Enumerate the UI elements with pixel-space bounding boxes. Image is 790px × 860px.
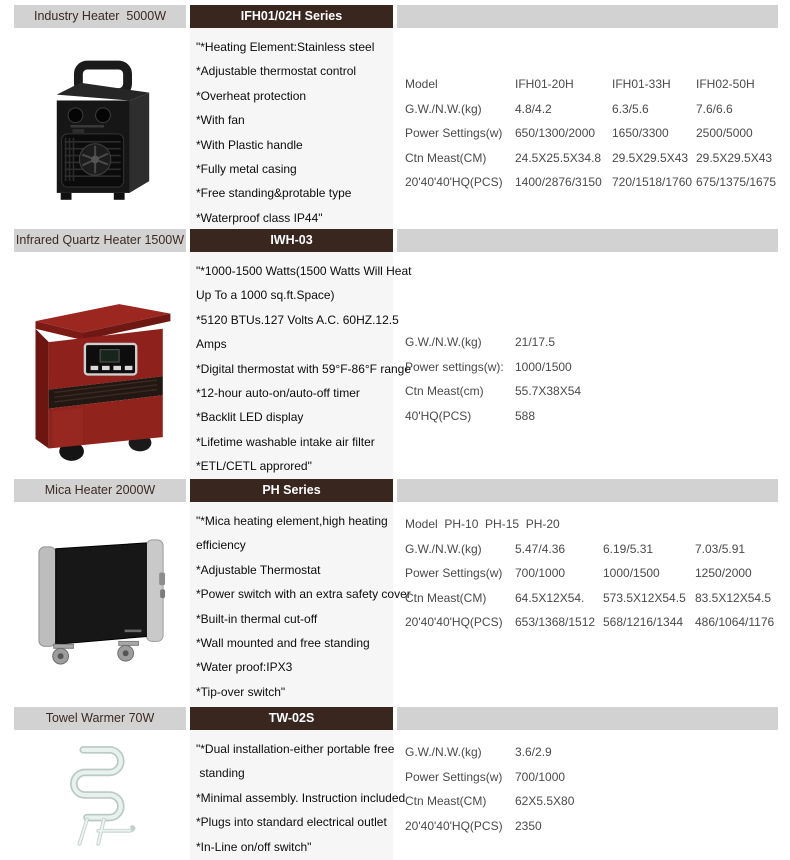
- spec-label: Power Settings(w): [405, 126, 503, 140]
- feature-line: *Lifetime washable intake air filter: [196, 434, 375, 449]
- feature-line: *Plugs into standard electrical outlet: [196, 815, 387, 830]
- feature-line: *Digital thermostat with 59°F-86°F range: [196, 361, 412, 376]
- spec-value: IFH01-33H: [612, 77, 671, 91]
- spec-value: 1000/1500: [515, 359, 572, 374]
- section-header: [0, 707, 790, 730]
- feature-line: Amps: [196, 337, 227, 352]
- section-industry-heater: [0, 5, 790, 229]
- spec-value: 1650/3300: [612, 126, 669, 140]
- feature-line: *With fan: [196, 113, 245, 128]
- spec-value: 650/1300/2000: [515, 126, 596, 140]
- feature-line: *12-hour auto-on/auto-off timer: [196, 386, 360, 401]
- spec-label: G.W./N.W.(kg): [405, 745, 482, 759]
- spec-label: Ctn Meast(cm): [405, 384, 484, 398]
- towel-warmer-image: [55, 738, 149, 852]
- feature-line: *Built-in thermal cut-off: [196, 611, 318, 626]
- spec-value: 486/1064/1176: [695, 615, 775, 629]
- spec-label: Power Settings(w): [405, 769, 503, 784]
- section-towel-warmer: [0, 707, 790, 860]
- series-label: IWH-03: [190, 229, 393, 252]
- feature-line: *Power switch with an extra safety cover: [196, 587, 411, 602]
- feature-line: *Free standing&protable type: [196, 186, 352, 201]
- spec-table: [405, 740, 574, 860]
- industry-heater-image: [43, 55, 161, 203]
- series-label: IFH01/02H Series: [190, 5, 393, 28]
- spec-value: 5.47/4.36: [515, 541, 566, 556]
- feature-line: "*Heating Element:Stainless steel: [196, 40, 375, 54]
- feature-line: *Overheat protection: [196, 88, 307, 103]
- feature-line: "*1000-1500 Watts(1500 Watts Will Heat: [196, 264, 412, 278]
- section-infrared-quartz-heater: [0, 229, 790, 479]
- spec-label: Ctn Meast(CM): [405, 150, 487, 165]
- feature-list: [190, 252, 412, 479]
- spec-table: [405, 330, 581, 479]
- spec-value: 3.6/2.9: [515, 745, 552, 759]
- infrared-quartz-heater-photo: [14, 252, 190, 479]
- feature-line: *Minimal assembly. Instruction included: [196, 790, 406, 805]
- spec-value: 55.7X38X54: [515, 384, 582, 398]
- spec-model-line: Model PH-10 PH-15 PH-20: [405, 517, 560, 531]
- spec-value: 675/1375/1675: [696, 175, 777, 189]
- feature-line: *Fully metal casing: [196, 162, 297, 177]
- spec-label: 20'40'40'HQ(PCS): [405, 175, 503, 189]
- product-name: Mica Heater 2000W: [14, 479, 186, 502]
- product-name: Industry Heater 5000W: [14, 5, 186, 28]
- spec-value: 29.5X29.5X43: [696, 150, 773, 165]
- spec-value: 653/1368/1512: [515, 615, 596, 629]
- spec-value: 2350: [515, 818, 542, 833]
- spec-table: [405, 72, 776, 229]
- feature-line: *Backlit LED display: [196, 410, 304, 425]
- feature-line: *In-Line on/off switch": [196, 839, 312, 854]
- mica-heater-photo: [14, 502, 190, 707]
- section-body: [0, 502, 790, 707]
- feature-line: *Tip-over switch": [196, 684, 286, 699]
- feature-line: "*Mica heating element,high heating: [196, 514, 388, 528]
- header-filler-bar: [397, 479, 778, 502]
- spec-value: 4.8/4.2: [515, 101, 552, 116]
- spec-value: 1400/2876/3150: [515, 175, 602, 189]
- feature-line: *Waterproof class IP44": [196, 210, 323, 225]
- infrared-quartz-heater-image: [26, 276, 178, 468]
- feature-list: [190, 502, 411, 707]
- mica-heater-image: [28, 535, 176, 670]
- series-label: PH Series: [190, 479, 393, 502]
- feature-line: Up To a 1000 sq.ft.Space): [196, 288, 335, 303]
- section-body: [0, 730, 790, 860]
- spec-value: IFH01-20H: [515, 77, 574, 91]
- spec-value: 24.5X25.5X34.8: [515, 150, 602, 165]
- spec-value: 7.6/6.6: [696, 101, 733, 116]
- spec-label: G.W./N.W.(kg): [405, 335, 482, 349]
- feature-line: efficiency: [196, 538, 246, 553]
- product-name: Infrared Quartz Heater 1500W: [14, 229, 186, 252]
- spec-value: 62X5.5X80: [515, 794, 575, 808]
- spec-value: 1250/2000: [695, 566, 752, 580]
- spec-table: [405, 512, 774, 707]
- spec-value: 588: [515, 408, 536, 423]
- spec-value: 568/1216/1344: [603, 615, 684, 629]
- spec-label: Model: [405, 77, 438, 91]
- section-header: [0, 229, 790, 252]
- spec-value: 2500/5000: [696, 126, 753, 140]
- spec-label: Power settings(w):: [405, 359, 504, 374]
- feature-line: *ETL/CETL approred": [196, 459, 312, 474]
- feature-list: [190, 28, 393, 229]
- spec-value: 700/1000: [515, 769, 566, 784]
- spec-value: 21/17.5: [515, 335, 556, 349]
- spec-value: 6.3/5.6: [612, 101, 649, 116]
- spec-value: 29.5X29.5X43: [612, 150, 689, 165]
- spec-value: 83.5X12X54.5: [695, 590, 772, 605]
- spec-label: Power Settings(w): [405, 566, 503, 580]
- spec-value: 6.19/5.31: [603, 541, 654, 556]
- header-filler-bar: [397, 5, 778, 28]
- spec-value: 700/1000: [515, 566, 566, 580]
- spec-value: IFH02-50H: [696, 77, 755, 91]
- series-label: TW-02S: [190, 707, 393, 730]
- spec-label: 20'40'40'HQ(PCS): [405, 615, 503, 629]
- section-header: [0, 479, 790, 502]
- spec-value: 720/1518/1760: [612, 175, 693, 189]
- spec-label: Ctn Meast(CM): [405, 794, 487, 808]
- product-name: Towel Warmer 70W: [14, 707, 186, 730]
- spec-value: 7.03/5.91: [695, 541, 746, 556]
- spec-value: 1000/1500: [603, 566, 660, 580]
- feature-line: *Water proof:IPX3: [196, 660, 293, 675]
- spec-label: G.W./N.W.(kg): [405, 541, 482, 556]
- section-header: [0, 5, 790, 28]
- feature-line: *5120 BTUs.127 Volts A.C. 60HZ.12.5: [196, 312, 399, 327]
- feature-line: *Wall mounted and free standing: [196, 636, 370, 651]
- header-filler-bar: [397, 229, 778, 252]
- header-filler-bar: [397, 707, 778, 730]
- feature-line: *Adjustable thermostat control: [196, 64, 357, 79]
- spec-label: G.W./N.W.(kg): [405, 101, 482, 116]
- section-body: [0, 252, 790, 479]
- spec-label: Ctn Meast(CM): [405, 590, 487, 605]
- spec-value: 573.5X12X54.5: [603, 590, 686, 605]
- spec-label: 20'40'40'HQ(PCS): [405, 818, 503, 833]
- section-body: [0, 28, 790, 229]
- section-mica-heater: [0, 479, 790, 707]
- spec-value: 64.5X12X54.: [515, 590, 585, 605]
- industry-heater-photo: [14, 28, 190, 229]
- feature-line: *With Plastic handle: [196, 137, 303, 152]
- feature-line: *Adjustable Thermostat: [196, 562, 321, 577]
- feature-line: standing: [196, 766, 245, 781]
- towel-warmer-photo: [14, 730, 190, 860]
- feature-line: "*Dual installation-either portable free: [196, 742, 395, 756]
- spec-label: 40'HQ(PCS): [405, 408, 472, 423]
- feature-list: [190, 730, 406, 860]
